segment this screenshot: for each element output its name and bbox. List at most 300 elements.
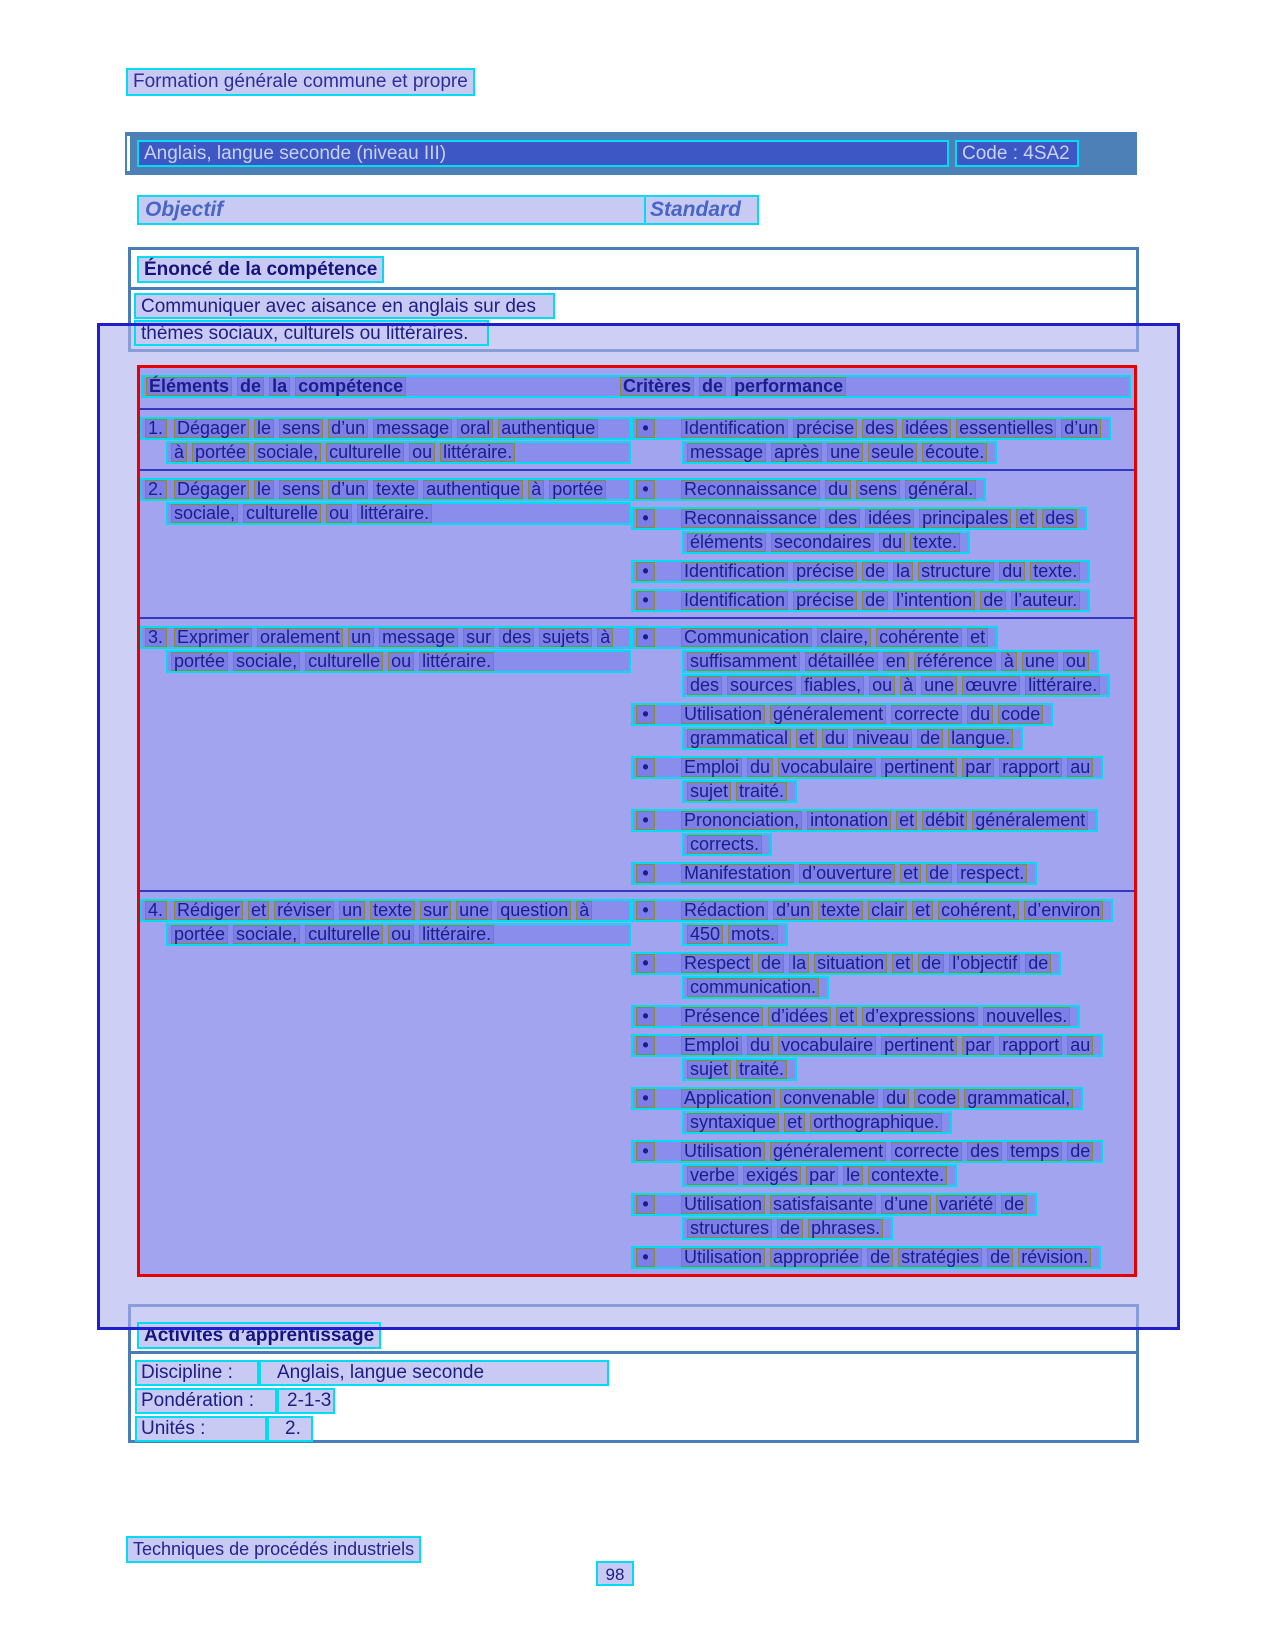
criteria-line (682, 531, 970, 554)
word-chip: authentique (498, 419, 598, 438)
page-number: 98 (596, 1561, 634, 1586)
word-chip: Emploi (681, 1036, 742, 1055)
objectif-standard-band (137, 195, 756, 225)
word-chip: Utilisation (681, 1248, 765, 1267)
word-chip: grammatical, (964, 1089, 1073, 1108)
word-chip: littéraire. (440, 443, 515, 462)
word-chip: à (900, 676, 916, 695)
course-code: Code : 4SA2 (955, 140, 1079, 167)
word-chip: claire, (817, 628, 871, 647)
word-chip: débit (922, 811, 967, 830)
criteria-line (682, 441, 997, 464)
course-title: Anglais, langue seconde (niveau III) (137, 140, 949, 167)
word-chip: seule (868, 443, 917, 462)
word-chip: culturelle (326, 443, 404, 462)
annotated-line-row (631, 1193, 1134, 1216)
elements-header (146, 377, 620, 396)
word-chip: à (576, 901, 592, 920)
element-number: 3. (145, 628, 167, 647)
word-chip: de (1001, 1195, 1027, 1214)
word-chip: en (883, 652, 909, 671)
table-row (140, 410, 1134, 469)
word-chip: stratégies (898, 1248, 982, 1267)
criteria-line (631, 417, 1111, 440)
annotated-line-row (631, 1164, 1134, 1187)
footer-note: Techniques de procédés industriels (126, 1536, 421, 1563)
word-chip: par (962, 758, 994, 777)
bullet-icon: • (636, 1248, 655, 1267)
criteria-line (682, 1217, 893, 1240)
word-chip: et (896, 811, 917, 830)
element-line (166, 502, 631, 525)
word-chip: à (597, 628, 613, 647)
word-chip: 450 (687, 925, 723, 944)
bar-left-tick (127, 136, 130, 171)
word-chip: littéraire. (419, 652, 494, 671)
word-chip: culturelle (243, 504, 321, 523)
table-header-row (140, 368, 1134, 410)
criteria-line (682, 923, 788, 946)
word-chip: révision. (1018, 1248, 1091, 1267)
criteria-cell (631, 626, 1134, 886)
word-chip: contexte. (868, 1166, 947, 1185)
criteria-line (631, 1087, 1083, 1110)
word-chip: cohérent, (938, 901, 1019, 920)
word-chip: d’un (328, 419, 368, 438)
word-chip: par (806, 1166, 838, 1185)
word-chip: des (967, 1142, 1002, 1161)
word-chip: le (843, 1166, 863, 1185)
word-chip: variété (936, 1195, 996, 1214)
criteria-line (682, 780, 797, 803)
annotated-line-row (631, 727, 1134, 750)
word-chip: Communication (681, 628, 812, 647)
word-chip: de (777, 1219, 803, 1238)
word-chip: à (1001, 652, 1017, 671)
word-chip: du (825, 480, 851, 499)
annotated-line-row (631, 1058, 1134, 1081)
word-chip: Exprimer (174, 628, 252, 647)
annotated-line-row (631, 441, 1134, 464)
table-row (140, 890, 1134, 1274)
word-chip: de (867, 1248, 893, 1267)
word-chip: secondaires (771, 533, 874, 552)
word-chip: de (1067, 1142, 1093, 1161)
word-chip: sur (463, 628, 494, 647)
word-chip: satisfaisante (770, 1195, 876, 1214)
word-chip: vocabulaire (778, 758, 876, 777)
annotated-line-row (631, 560, 1134, 583)
field-value: Anglais, langue seconde (259, 1360, 609, 1386)
enonce-statement-line: Communiquer avec aisance en anglais sur des (134, 293, 555, 319)
word-chip: sociale, (233, 925, 300, 944)
word-chip: de (980, 591, 1006, 610)
word-chip: généralement (770, 1142, 886, 1161)
annotated-line-row (140, 899, 631, 922)
word-chip: phrases. (808, 1219, 883, 1238)
word-chip: message (373, 419, 452, 438)
word-chip: l’intention (893, 591, 975, 610)
bullet-icon: • (636, 864, 655, 883)
word-chip: littéraire. (1025, 676, 1100, 695)
criteria-line (631, 478, 986, 501)
field-label: Unités : (135, 1416, 267, 1442)
bullet-icon: • (636, 1036, 655, 1055)
word-chip: Prononciation, (681, 811, 802, 830)
element-line (166, 650, 631, 673)
word-chip: texte (373, 480, 418, 499)
word-chip: syntaxique (687, 1113, 779, 1132)
word-chip: une (921, 676, 957, 695)
word-chip: Respect (681, 954, 753, 973)
word-chip: ou (1063, 652, 1089, 671)
annotated-line-row (631, 507, 1134, 530)
criteria-line (682, 1058, 797, 1081)
word-chip: des (1042, 509, 1077, 528)
word-chip: orthographique. (810, 1113, 942, 1132)
word-chip: idées (865, 509, 914, 528)
word-chip: du (879, 533, 905, 552)
word-chip: principales (919, 509, 1011, 528)
element-line (140, 478, 631, 501)
standard-highlight-box (644, 195, 759, 225)
word-chip: texte (370, 901, 415, 920)
criteria-cell (631, 899, 1134, 1270)
word-chip: référence (914, 652, 996, 671)
word-chip: ou (388, 925, 414, 944)
word-chip: Critères (620, 377, 694, 396)
bullet-icon: • (636, 1195, 655, 1214)
word-chip: respect. (957, 864, 1027, 883)
bullet-icon: • (636, 954, 655, 973)
element-cell (140, 417, 631, 465)
word-chip: culturelle (305, 652, 383, 671)
word-chip: Utilisation (681, 1142, 765, 1161)
word-chip: sens (279, 480, 323, 499)
criteria-line (682, 674, 1110, 697)
word-chip: de (237, 377, 264, 396)
word-chip: d’un (328, 480, 368, 499)
bullet-icon: • (636, 1142, 655, 1161)
bullet-icon: • (636, 811, 655, 830)
criteria-line (682, 727, 1023, 750)
word-chip: ou (869, 676, 895, 695)
word-chip: Rédaction (681, 901, 768, 920)
criteres-header (620, 377, 851, 396)
word-chip: et (900, 864, 921, 883)
criteria-line (682, 1111, 952, 1134)
word-chip: du (747, 1036, 773, 1055)
criteria-line (631, 756, 1103, 779)
field-value: 2. (267, 1416, 313, 1442)
course-header-bar (125, 132, 1137, 175)
activites-divider (131, 1351, 1136, 1354)
annotated-line-row (631, 862, 1134, 885)
word-chip: d’idées (768, 1007, 831, 1026)
word-chip: d’un (773, 901, 813, 920)
word-chip: le (254, 480, 274, 499)
table-body (140, 410, 1134, 1274)
word-chip: d’un (1061, 419, 1101, 438)
word-chip: texte (818, 901, 863, 920)
word-chip: d’une (881, 1195, 931, 1214)
word-chip: une (456, 901, 492, 920)
criteria-line (631, 1246, 1101, 1269)
word-chip: performance (731, 377, 846, 396)
word-chip: précise (793, 562, 857, 581)
annotated-line-row (631, 674, 1134, 697)
word-chip: à (528, 480, 544, 499)
criteria-line (631, 560, 1090, 583)
word-chip: la (269, 377, 290, 396)
word-chip: de (987, 1248, 1013, 1267)
word-chip: un (339, 901, 365, 920)
word-chip: et (967, 628, 988, 647)
word-chip: le (254, 419, 274, 438)
word-chip: communication. (687, 978, 819, 997)
word-chip: et (836, 1007, 857, 1026)
word-chip: et (784, 1113, 805, 1132)
word-chip: verbe (687, 1166, 738, 1185)
criteria-line (631, 507, 1087, 530)
word-chip: des (862, 419, 897, 438)
word-chip: traité. (736, 1060, 787, 1079)
table-header-line (141, 375, 1131, 398)
annotated-line-row (631, 417, 1134, 440)
criteria-line (631, 1140, 1103, 1163)
word-chip: oral (457, 419, 493, 438)
enonce-heading: Énoncé de la compétence (137, 256, 384, 283)
annotated-line-row (631, 756, 1134, 779)
word-chip: au (1067, 1036, 1093, 1055)
annotated-line-row (631, 531, 1134, 554)
criteria-cell (631, 417, 1134, 465)
field-row (135, 1416, 313, 1442)
criteria-line (682, 650, 1099, 673)
word-chip: et (1016, 509, 1037, 528)
word-chip: essentielles (956, 419, 1056, 438)
element-line (166, 441, 631, 464)
word-chip: portée (549, 480, 606, 499)
field-label: Discipline : (135, 1360, 259, 1386)
element-number: 1. (145, 419, 167, 438)
word-chip: pertinent (881, 758, 957, 777)
word-chip: nouvelles. (983, 1007, 1070, 1026)
word-chip: vocabulaire (778, 1036, 876, 1055)
word-chip: oralement (257, 628, 343, 647)
word-chip: l’auteur. (1011, 591, 1080, 610)
standard-label: Standard (650, 198, 742, 221)
word-chip: intonation (807, 811, 891, 830)
word-chip: œuvre (962, 676, 1020, 695)
word-chip: culturelle (305, 925, 383, 944)
annotated-line-row (140, 417, 631, 440)
word-chip: exigés (743, 1166, 801, 1185)
word-chip: pertinent (881, 1036, 957, 1055)
word-chip: une (827, 443, 863, 462)
word-chip: des (499, 628, 534, 647)
word-chip: littéraire. (419, 925, 494, 944)
word-chip: Emploi (681, 758, 742, 777)
word-chip: temps (1007, 1142, 1062, 1161)
annotated-line-row (631, 1111, 1134, 1134)
annotated-line-row (140, 441, 631, 464)
word-chip: Utilisation (681, 1195, 765, 1214)
annotated-line-row (631, 626, 1134, 649)
word-chip: un (348, 628, 374, 647)
word-chip: et (912, 901, 933, 920)
annotated-line-row (631, 478, 1134, 501)
word-chip: après (771, 443, 822, 462)
word-chip: fiables, (801, 676, 864, 695)
annotated-line-row (631, 976, 1134, 999)
criteria-line (631, 1034, 1103, 1057)
annotated-line-row (140, 478, 631, 501)
word-chip: Identification (681, 591, 788, 610)
enonce-divider (131, 287, 1136, 290)
word-chip: cohérente (876, 628, 962, 647)
word-chip: la (893, 562, 913, 581)
criteria-line (631, 862, 1037, 885)
word-chip: de (699, 377, 726, 396)
word-chip: question (497, 901, 571, 920)
annotated-line-row (140, 650, 631, 673)
word-chip: message (687, 443, 766, 462)
bullet-icon: • (636, 628, 655, 647)
word-chip: précise (793, 419, 857, 438)
annotated-line-row (140, 626, 631, 649)
word-chip: Identification (681, 562, 788, 581)
word-chip: Utilisation (681, 705, 765, 724)
annotated-line-row (631, 703, 1134, 726)
criteria-cell (631, 478, 1134, 613)
annotated-line-row (631, 809, 1134, 832)
word-chip: et (248, 901, 269, 920)
word-chip: niveau (853, 729, 912, 748)
word-chip: de (918, 954, 944, 973)
annotated-line-row (631, 589, 1134, 612)
table-row (140, 469, 1134, 617)
objectif-label: Objectif (145, 198, 224, 221)
word-chip: du (747, 758, 773, 777)
word-chip: du (883, 1089, 909, 1108)
field-row (135, 1388, 335, 1414)
word-chip: général. (905, 480, 976, 499)
word-chip: corrects. (687, 835, 762, 854)
word-chip: de (917, 729, 943, 748)
word-chip: du (967, 705, 993, 724)
bullet-icon: • (636, 480, 655, 499)
word-chip: éléments (687, 533, 766, 552)
element-line (140, 417, 631, 440)
word-chip: sociale, (254, 443, 321, 462)
criteria-line (631, 1005, 1080, 1028)
element-line (140, 626, 631, 649)
activites-heading: Activités d’apprentissage (137, 1322, 381, 1349)
word-chip: idées (902, 419, 951, 438)
word-chip: Dégager (174, 419, 249, 438)
bullet-icon: • (636, 1007, 655, 1026)
word-chip: par (962, 1036, 994, 1055)
field-value: 2-1-3 (277, 1388, 335, 1414)
word-chip: de (862, 562, 888, 581)
word-chip: sociale, (171, 504, 238, 523)
word-chip: généralement (972, 811, 1088, 830)
bullet-icon: • (636, 591, 655, 610)
word-chip: traité. (736, 782, 787, 801)
word-chip: sujet (687, 782, 731, 801)
word-chip: suffisamment (687, 652, 800, 671)
element-cell (140, 478, 631, 613)
word-chip: sources (727, 676, 796, 695)
bullet-icon: • (636, 419, 655, 438)
bullet-icon: • (636, 562, 655, 581)
criteria-line (682, 1164, 957, 1187)
word-chip: au (1067, 758, 1093, 777)
page-header: Formation générale commune et propre (126, 68, 475, 96)
word-chip: ou (409, 443, 435, 462)
word-chip: du (822, 729, 848, 748)
field-row (135, 1360, 609, 1386)
bullet-icon: • (636, 901, 655, 920)
annotated-line-row (631, 952, 1134, 975)
word-chip: ou (326, 504, 352, 523)
word-chip: Reconnaissance (681, 480, 820, 499)
word-chip: d’ouverture (799, 864, 895, 883)
word-chip: rapport (999, 758, 1062, 777)
annotated-line-row (631, 1246, 1134, 1269)
word-chip: réviser (274, 901, 334, 920)
word-chip: l’objectif (949, 954, 1020, 973)
word-chip: écoute. (922, 443, 987, 462)
word-chip: sens (856, 480, 900, 499)
word-chip: sociale, (233, 652, 300, 671)
word-chip: Rédiger (174, 901, 243, 920)
word-chip: Identification (681, 419, 788, 438)
word-chip: structure (918, 562, 994, 581)
criteria-line (682, 976, 829, 999)
table-row (140, 617, 1134, 890)
word-chip: grammatical (687, 729, 791, 748)
element-number: 4. (145, 901, 167, 920)
criteria-line (631, 626, 998, 649)
word-chip: texte. (1030, 562, 1080, 581)
word-chip: convenable (780, 1089, 878, 1108)
word-chip: à (171, 443, 187, 462)
criteria-line (682, 833, 772, 856)
word-chip: Éléments (146, 377, 232, 396)
word-chip: code (998, 705, 1043, 724)
word-chip: Manifestation (681, 864, 794, 883)
word-chip: portée (171, 925, 228, 944)
word-chip: une (1022, 652, 1058, 671)
word-chip: rapport (999, 1036, 1062, 1055)
annotated-line-row (631, 899, 1134, 922)
word-chip: et (892, 954, 913, 973)
criteria-line (631, 1193, 1037, 1216)
competence-table (137, 365, 1137, 1277)
annotated-line-row (631, 1217, 1134, 1240)
annotated-line-row (631, 1140, 1134, 1163)
element-cell (140, 899, 631, 1270)
word-chip: situation (814, 954, 887, 973)
word-chip: mots. (728, 925, 778, 944)
enonce-statement-line: thèmes sociaux, culturels ou littéraires. (134, 320, 489, 346)
criteria-line (631, 952, 1061, 975)
criteria-line (631, 809, 1098, 832)
word-chip: sur (420, 901, 451, 920)
word-chip: d’expressions (862, 1007, 978, 1026)
